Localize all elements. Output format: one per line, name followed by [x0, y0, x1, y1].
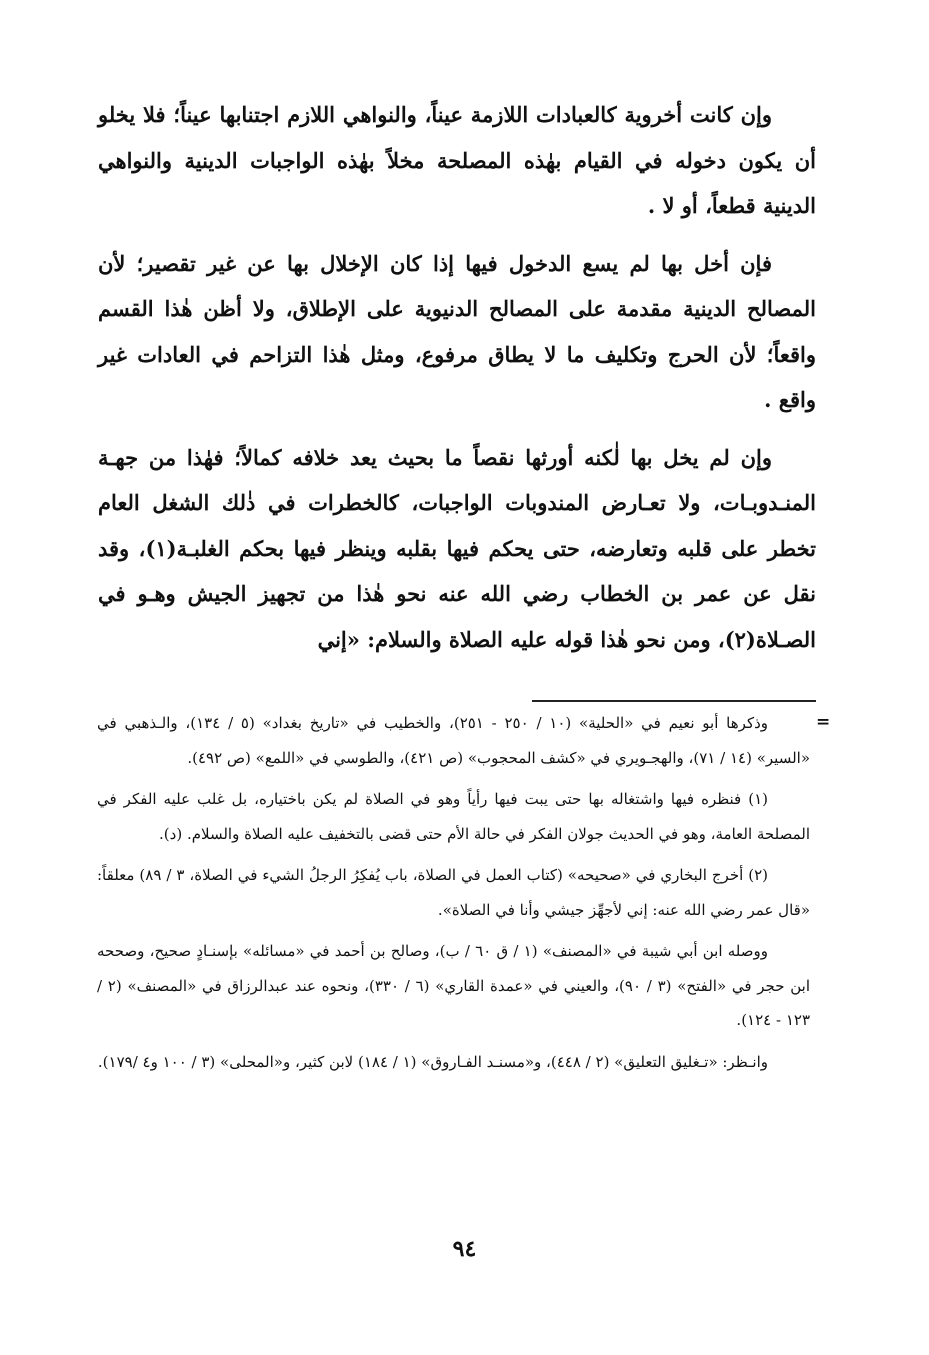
main-paragraph-1: وإن كانت أخروية كالعبادات اللازمة عيناً، والنواهي اللازم اجتنابها عيناً؛ فلا يخلو أن يكون دخوله في القيام بهٰذه المصلحة مخلاً بهٰذه الواجبات الدينية والنواهي الدينية قطعاً، أو لا .	[98, 102, 816, 218]
page-number: ٩٤	[452, 1236, 477, 1262]
main-paragraph-2: فإن أخل بها لم يسع الدخول فيها إذا كان الإخلال بها عن غير تقصير؛ لأن المصالح الدينية مقدمة على المصالح الدنيوية على الإطلاق، ولا أظن هٰذا القسم واقعاً؛ لأن الحرج وتكليف ما لا يطاق مرفوع، ومثل هٰذا التزاحم في العادات غير واقع .	[98, 250, 816, 412]
footnote-2-see-also: وانـظر: «تـغليق التعليق» (٢ / ٤٤٨)، و«مسنـد الفـاروق» (١ / ١٨٤) لابن كثير، و«المحلى» (٣ / ١٠٠ و٤ /١٧٩).	[97, 1052, 768, 1071]
footnote-2-continued: ووصله ابن أبي شيبة في «المصنف» (١ / ق ٦٠ / ب)، وصالح بن أحمد في «مسائله» بإسنـادٍ صحيح، وصححه ابن حجر في «الفتح» (٣ / ٩٠)، والعيني في «عمدة القاري» (٦ / ٣٣٠)، ونحوه عند عبدالرزاق في «المصنف» (٢ / ١٢٣ - ١٢٤).	[97, 942, 811, 1029]
main-text	[98, 92, 816, 674]
footnote-1: (١) فنظره فيها واشتغاله بها حتى يبت فيها رأياً وهو في الصلاة لم يكن باختياره، بل غلب عليه الفكر في المصلحة العامة، وهو في الحديث جولان الفكر في حالة الأم حتى قضى بالتخفيف عليه الصلاة والسلام. (د).	[97, 790, 810, 843]
footnote-2: (٢) أخرج البخاري في «صحيحه» (كتاب العمل في الصلاة، باب يُفكِرُ الرجلُ الشيء في الصلاة، ٣ / ٨٩) معلقاً: «قال عمر رضي الله عنه: إني لأجهِّز جيشي وأنا في الصلاة».	[97, 866, 810, 919]
footnote-continuation-mark: =	[816, 712, 831, 732]
footnotes	[97, 706, 810, 1086]
footnote-continued: وذكرها أبو نعيم في «الحلية» (١٠ / ٢٥٠ - ٢٥١)، والخطيب في «تاريخ بغداد» (٥ / ١٣٤)، والـذهبي في «السير» (١٤ / ٧١)، والهجـويري في «كشف المحجوب» (ص ٤٢١)، والطوسي في «اللمع» (ص ٤٩٢).	[97, 714, 810, 767]
main-paragraph-3: وإن لم يخل بها لٰكنه أورثها نقصاً ما بحيث يعد خلافه كمالاً؛ فهٰذا من جهـة المنـدوبـات، ولا تعـارض المندوبات الواجبات، كالخطرات في ذٰلك الشغل العام تخطر على قلبه وتعارضه، حتى يحكم فيها بقلبه وينظر فيها بحكم الغلبـة(١)، وقد نقل عن عمر بن الخطاب رضي الله عنه نحو هٰذا من تجهيز الجيش وهـو في الصـلاة(٢)، ومن نحو هٰذا قوله عليه الصلاة والسلام: «إني	[98, 444, 816, 652]
footnote-separator	[532, 700, 816, 702]
